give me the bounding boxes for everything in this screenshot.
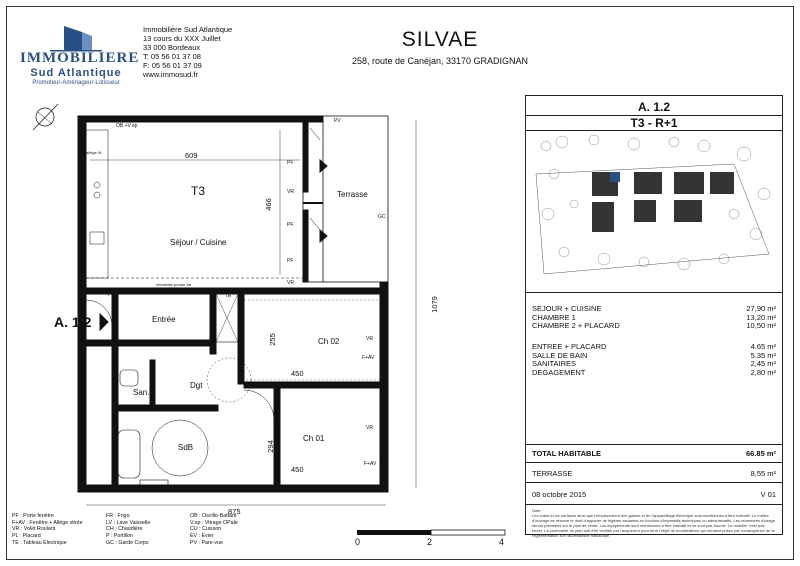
tag-vr-3: VR xyxy=(366,336,373,342)
tag-gc: GC xyxy=(378,214,386,220)
legal-note: Note : Les côtes et les surfaces ainsi que l'emplacement des gaines et de l'appareillage électrique sont mentionnés à titre indicatif. Le maître d'ouvrage se réserve le droit d'apporter de légères variantes en fonction d'impératifs techniques ou administratifs. Les retombées d'usage seront précisées sur le plan de vente. Les équipements sont mentionnés à titre indicatif et ne sont pas fournis. Le mobilier n'est pas fourni. La conformité du plan doit être vérifiée par l'acquéreur pour tenir l'objet de modifications qui seraient prises par conséquence de la réglementation sur l'accessibilité handicapé. xyxy=(532,508,775,538)
surface-row: SEJOUR + CUISINE 27,90 m² xyxy=(532,304,776,313)
dim-450-ch01: 450 xyxy=(291,465,304,474)
surface-row: CHAMBRE 1 13,20 m² xyxy=(532,312,776,322)
legend-col-3: OB : Oscillo-Battant V.op : Vitrage OPale CU : Cuisson EV : Evier PV : Pare-vue xyxy=(190,513,238,546)
info-panel xyxy=(525,95,783,538)
apartment-marker: A. 1.2 xyxy=(54,314,92,330)
tag-fav-2: F+AV xyxy=(364,461,377,467)
scale-bar xyxy=(355,528,510,548)
agency-city: 33 000 Bordeaux xyxy=(143,43,201,52)
surfaces-group-1 xyxy=(532,305,776,331)
scale-label-2: 2 xyxy=(427,537,433,547)
dim-466: 466 xyxy=(263,198,273,211)
site-plan-thumbnail xyxy=(534,134,774,284)
logo-tagline: Promoteur-Aménageur-Lotisseur xyxy=(32,80,120,86)
tag-vr-1: VR xyxy=(287,189,294,195)
agency-fax: F: 05 56 01 37 09 xyxy=(143,61,202,70)
tag-pf-3: PF xyxy=(287,258,294,264)
tag-vr-2: VR xyxy=(287,280,294,286)
terrasse-row: TERRASSE 8,55 m² xyxy=(532,469,776,478)
surface-row: SANITAIRES 2,45 m² xyxy=(532,359,776,368)
surface-row: ENTREE + PLACARD 4.65 m² xyxy=(532,342,776,351)
dim-294: 294 xyxy=(265,440,275,453)
room-sejour-label: Séjour / Cuisine xyxy=(170,238,227,247)
surface-row: DEGAGEMENT 2,80 m² xyxy=(532,367,776,377)
room-dgt-label: Dgt xyxy=(190,381,203,390)
surfaces-group-2 xyxy=(532,343,776,377)
agency-name: Immobilière Sud Atlantique xyxy=(143,25,233,34)
legend-col-1: PF : Porte fenêtre F+AV : Fenêtre + Allège vitrée VR : Volet Roulant PL : Placard TE : Tableau Electrique xyxy=(12,513,83,546)
tag-pf-4: PF xyxy=(108,292,115,298)
tag-pv: PV xyxy=(334,118,341,124)
project-title: SILVAE xyxy=(401,28,479,51)
lot-id: A. 1.2 xyxy=(637,100,670,114)
room-sdb-label: SdB xyxy=(178,443,194,452)
dim-1079: 1079 xyxy=(429,296,439,313)
surface-row: SALLE DE BAIN 5.35 m² xyxy=(532,350,776,360)
lot-type: T3 - R+1 xyxy=(630,116,678,130)
logo-title: IMMOBILIERE xyxy=(20,50,140,66)
room-terrasse-label: Terrasse xyxy=(337,190,368,199)
north-arrow-icon xyxy=(33,104,58,130)
tag-ob-vop: OB +V.op xyxy=(116,123,138,129)
legend-col-2: FR : Frigo LV : Lave Vaisselle CH : Chaudière P : Portillon GC : Garde Corps xyxy=(106,513,151,546)
project-address: 258, route de Canéjan, 33170 GRADIGNAN xyxy=(351,56,529,66)
total-row: TOTAL HABITABLE 66.85 m² xyxy=(532,449,776,458)
agency-website: www.immosud.fr xyxy=(143,70,199,79)
agency-street: 13 cours du XXX Juillet xyxy=(143,34,221,43)
dim-450-ch02: 450 xyxy=(291,369,304,378)
room-san-label: San. xyxy=(133,388,150,397)
tag-te: TE xyxy=(225,293,232,299)
tag-vr-4: VR xyxy=(366,425,373,431)
date-version-row: 08 octobre 2015 V 01 xyxy=(532,490,776,499)
scale-label-4: 4 xyxy=(499,537,505,547)
room-ch01-label: Ch 01 xyxy=(303,434,325,443)
dim-255: 255 xyxy=(267,333,277,346)
dim-875: 875 xyxy=(228,507,241,516)
surface-row: CHAMBRE 2 + PLACARD 10,50 m² xyxy=(532,321,776,330)
tag-allege: allège 0L xyxy=(86,150,103,155)
tag-pf-1: PF xyxy=(287,160,294,166)
tag-fav-1: F+AV xyxy=(362,355,375,361)
tag-pf-2: PF xyxy=(287,222,294,228)
dim-609: 609 xyxy=(185,151,198,160)
room-ch02-label: Ch 02 xyxy=(318,337,340,346)
room-type-label: T3 xyxy=(191,184,206,198)
scale-label-0: 0 xyxy=(355,537,361,547)
tag-retombee: retombée poutre 8à xyxy=(156,282,191,287)
room-entree-label: Entrée xyxy=(152,315,176,324)
logo-subtitle: Sud Atlantique xyxy=(30,67,122,79)
agency-phone: T: 05 56 01 37 08 xyxy=(143,52,201,61)
